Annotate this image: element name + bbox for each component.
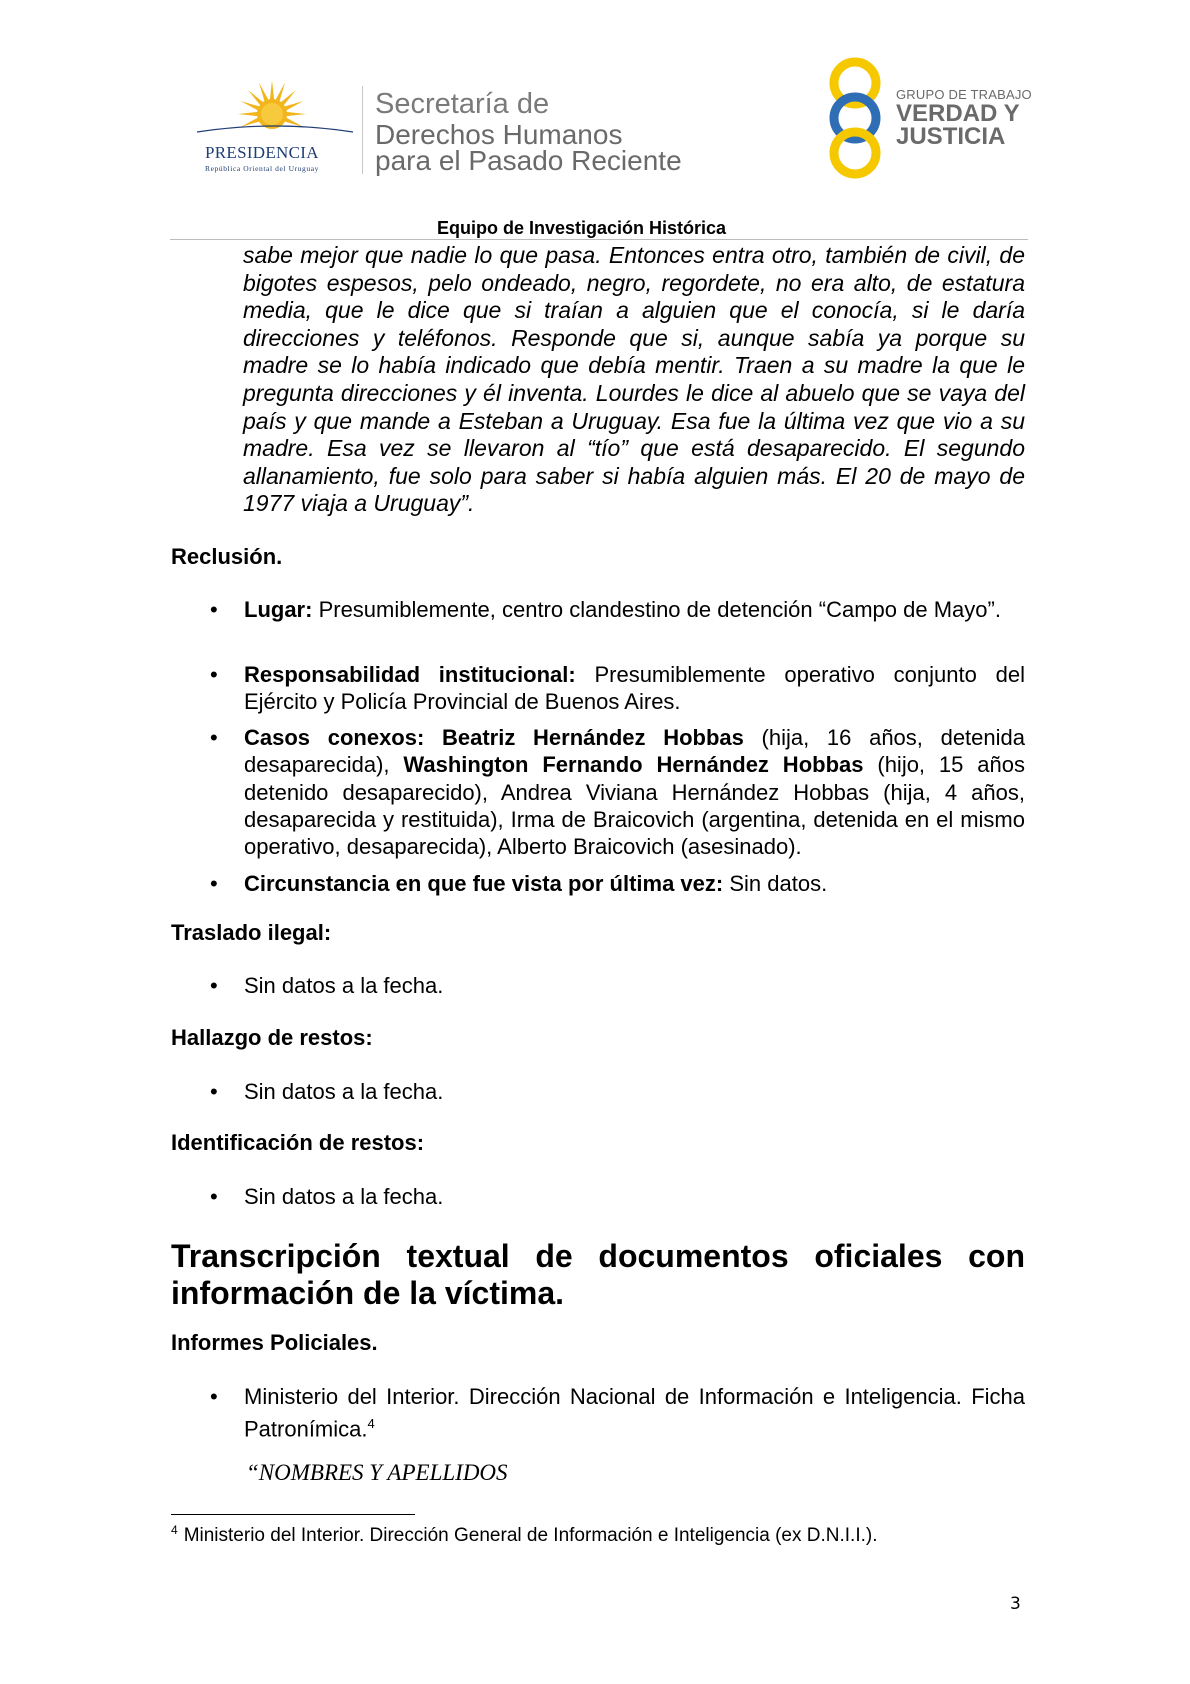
verdad-label: VERDAD Y	[896, 100, 1020, 127]
list-item-lugar	[210, 596, 1025, 623]
bullet-icon: •	[210, 1079, 218, 1104]
footnote-number: 4	[171, 1523, 178, 1537]
bullet-icon: •	[210, 662, 218, 687]
nombres-apellidos-text: “NOMBRES Y APELLIDOS	[246, 1460, 508, 1485]
header-divider	[362, 86, 363, 174]
footnote-text: Ministerio del Interior. Dirección General de Información e Inteligencia (ex D.N.I.I.).	[183, 1525, 878, 1546]
page-number: 3	[1010, 1594, 1021, 1614]
grupo-trabajo-logo	[820, 56, 890, 180]
footnote-ref[interactable]: 4	[367, 1416, 375, 1432]
list-item-traslado	[210, 972, 1025, 999]
footnote-rule	[171, 1514, 415, 1515]
header-rule	[170, 239, 1028, 240]
casos-text-2: (hijo, 15 años detenido desaparecido), Andrea Viviana Hernández Hobbas (hija, 4 años, desaparecida y restituida), Irma de Braicovich (argentina, detenida en el mismo operativo, desaparecida), Alberto Braicovich (asesinado).	[244, 752, 1025, 860]
lugar-text: Presumiblemente, centro clandestino de detención “Campo de Mayo”.	[312, 597, 1001, 622]
hallazgo-item: Sin datos a la fecha.	[244, 1079, 444, 1104]
presidencia-subtitle: República Oriental del Uruguay	[205, 164, 320, 173]
hallazgo-heading: Hallazgo de restos:	[171, 1025, 373, 1050]
secretaria-line-1: Secretaría de	[375, 88, 550, 120]
testimony-quote: sabe mejor que nadie lo que pasa. Entonces entra otro, también de civil, de bigotes espesos, pelo ondeado, negro, regordete, no era alto, de estatura media, que le dice que si traían a alguien que el conocía, si le daría direcciones y teléfonos. Responde que si, aunque sabía ya porque su madre se lo había indicado que debía mentir. Traen a su madre la que le pregunta direcciones y él inventa. Lourdes le dice al abuelo que se vaya del país y que mande a Esteban a Uruguay. Esa fue la última vez que vio a su madre. Esa vez se llevaron al “tío” que está desaparecido. El segundo allanamiento, fue solo para saber si había alguien más. El 20 de mayo de 1977 viaja a Uruguay”.	[243, 242, 1025, 517]
bullet-icon: •	[210, 1184, 218, 1209]
list-item-responsabilidad	[210, 661, 1025, 716]
bullet-icon: •	[210, 725, 218, 750]
bullet-icon: •	[210, 871, 218, 896]
identificacion-item: Sin datos a la fecha.	[244, 1184, 444, 1209]
justicia-label: JUSTICIA	[896, 123, 1006, 150]
list-item-circunstancia	[210, 870, 1025, 897]
casos-label: Casos conexos:	[244, 725, 425, 750]
ministerio-text: Ministerio del Interior. Dirección Nacional de Información e Inteligencia. Ficha Patronímica.	[244, 1384, 1025, 1442]
list-item-hallazgo	[210, 1078, 1025, 1105]
grupo-trabajo-label: GRUPO DE TRABAJO	[896, 87, 1032, 102]
list-item-ministerio	[210, 1383, 1025, 1443]
secretaria-line-3: para el Pasado Reciente	[375, 145, 682, 176]
circunstancia-text: Sin datos.	[723, 871, 828, 896]
lugar-label: Lugar:	[244, 597, 313, 622]
bullet-icon: •	[210, 1384, 218, 1409]
identificacion-heading: Identificación de restos:	[171, 1130, 425, 1155]
interlocked-rings-icon	[820, 56, 890, 180]
traslado-item: Sin datos a la fecha.	[244, 973, 444, 998]
informes-heading: Informes Policiales.	[171, 1330, 378, 1355]
casos-name-2: Washington Fernando Hernández Hobbas	[403, 752, 864, 778]
footnote	[171, 1523, 877, 1547]
transcripcion-title: Transcripción textual de documentos oficiales con información de la víctima.	[171, 1238, 1025, 1311]
secretaria-line-2: Derechos Humanos	[375, 119, 623, 150]
traslado-heading: Traslado ilegal:	[171, 920, 332, 945]
team-heading: Equipo de Investigación Histórica	[437, 218, 727, 238]
bullet-icon: •	[210, 973, 218, 998]
presidencia-wordmark: PRESIDENCIA	[205, 143, 319, 162]
reclusion-heading: Reclusión.	[171, 544, 283, 569]
circunstancia-label: Circunstancia en que fue vista por última vez:	[244, 871, 724, 896]
casos-text-1: (hija, 16 años, detenida desaparecida),	[244, 725, 1025, 778]
bullet-icon: •	[210, 597, 218, 622]
list-item-identificacion	[210, 1183, 1025, 1210]
responsabilidad-label: Responsabilidad institucional:	[244, 662, 576, 687]
casos-name-1: Beatriz Hernández Hobbas	[424, 725, 744, 750]
list-item-casos-conexos	[210, 724, 1025, 860]
responsabilidad-text: Presumiblemente operativo conjunto del Ejército y Policía Provincial de Buenos Aires.	[244, 662, 1025, 715]
